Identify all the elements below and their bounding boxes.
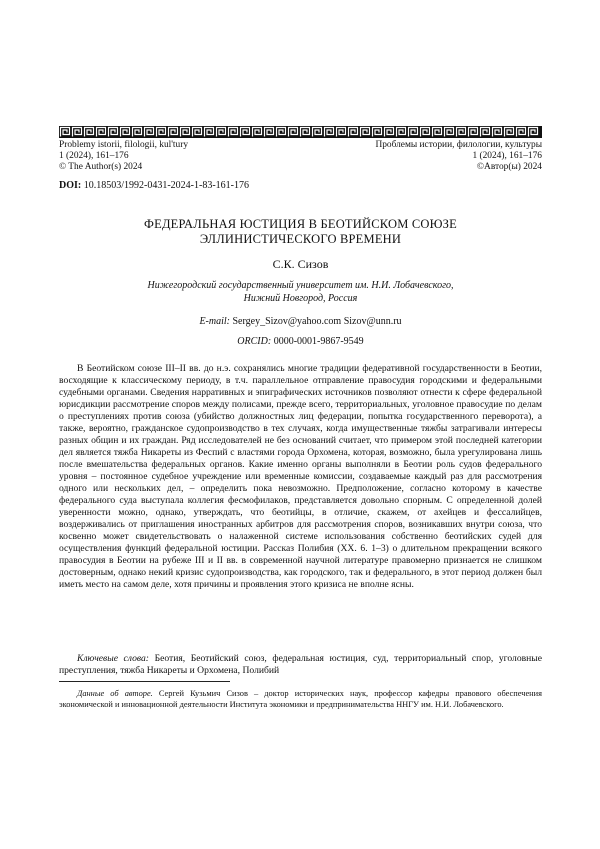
- author-orcid: [59, 336, 542, 347]
- author-affiliation: [59, 280, 542, 305]
- affiliation-line-1: Нижегородский государственный университет им. Н.И. Лобачевского,: [147, 280, 454, 291]
- orcid-id[interactable]: 0000-0001-9867-9549: [271, 336, 364, 347]
- author-name: С.К. Сизов: [272, 257, 329, 271]
- footnote-label: Данные об авторе.: [77, 689, 153, 698]
- title-line-2: ЭЛЛИНИСТИЧЕСКОГО ВРЕМЕНИ: [199, 232, 402, 246]
- greek-meander-ornament: [59, 126, 542, 138]
- email-addresses[interactable]: Sergey_Sizov@yahoo.com Sizov@unn.ru: [229, 316, 402, 327]
- copyright-latin: © The Author(s) 2024: [59, 162, 143, 172]
- doi-value[interactable]: 10.18503/1992-0431-2024-1-83-161-176: [81, 180, 249, 191]
- email-label: E-mail:: [199, 316, 230, 327]
- meander-border-graphic: [59, 126, 542, 138]
- article-title: [59, 217, 542, 247]
- keywords-list: Беотия, Беотийский союз, федеральная юстиция, суд, территориальный спор, уголовные преступления, тяжба Никареты и Орхомена, Полибий: [59, 653, 542, 676]
- doi-line: [59, 180, 249, 191]
- header-left: [59, 140, 188, 173]
- author-email: [59, 316, 542, 327]
- title-line-1: ФЕДЕРАЛЬНАЯ ЮСТИЦИЯ В БЕОТИЙСКОМ СОЮЗЕ: [144, 217, 457, 231]
- footnote-divider: [59, 681, 230, 682]
- affiliation-line-2: Нижний Новгород, Россия: [243, 292, 358, 304]
- journal-name-latin: Problemy istorii, filologii, kul'tury: [59, 140, 189, 150]
- copyright-cyrillic: ©Автор(ы) 2024: [476, 162, 542, 172]
- footnote-text: Сергей Кузьмич Сизов – доктор исторических наук, профессор кафедры правового обеспечения экономической и инновационной деятельности Института экономики и предпринимательства ННГУ им. Н.И. Лобачевского.: [59, 689, 543, 709]
- author-footnote: [59, 689, 542, 710]
- doi-label: DOI:: [59, 180, 82, 191]
- orcid-label: ORCID:: [237, 336, 272, 347]
- header-right: [375, 140, 542, 173]
- journal-name-cyrillic: Проблемы истории, филологии, культуры: [375, 140, 542, 150]
- keywords-paragraph: [59, 653, 542, 677]
- keywords-label: Ключевые слова:: [77, 653, 149, 664]
- issue-info-cyrillic: 1 (2024), 161–176: [472, 151, 542, 161]
- issue-info-latin: 1 (2024), 161–176: [59, 151, 129, 161]
- abstract-paragraph: В Беотийском союзе III–II вв. до н.э. сохранялись многие традиции федеративной государственности в Беотии, восходящие к классическому периоду, в т.ч. параллельное отправление правосудия городскими и федеральными судебными органами. Сведения нарративных и эпиграфических источников позволяют отнести к сфере федеральной юрисдикции рассмотрение споров между полисами, прежде всего, территориальных, уголовное правосудие по делам о преступлениях против союза (убийство должностных лиц федерации, попытка государственного переворота), а также, вероятно, гражданское судопроизводство в тех случаях, когда имущественные тяжбы затрагивали интересы разных общин и их граждан. Ряд исследователей не без оснований считает, что примером этой последней категории дел является тяжба Никареты из Феспий с властями города Орхомена, которая, возможно, была урегулирована лишь после вмешательства федеральных органов. Какие именно органы выполняли в Беотии роль судов федерального уровня – постоянное судебное учреждение или временные комиссии, создаваемые каждый раз для рассмотрения одного или нескольких дел, – определить пока невозможно. Предположение, согласно которому в качестве федерального суда выступала коллегия фесмофилаков, представляется довольно спорным. С определенной долей уверенности можно, однако, утверждать, что беотийцы, в отличие, скажем, от ахейцев и фессалийцев, воздерживались от приглашения иностранных арбитров для рассмотрения споров, возникавших внутри союза, что косвенно может свидетельствовать о налаженной системе использования собственно беотийских судей для осуществления функций федеральной юстиции. Рассказ Полибия (XX. 6. 1–3) о длительном прекращении всякого правосудия в Беотии на рубеже III и II вв. в современной научной литературе правомерно признается не слишком достоверным, однако некий кризис судопроизводства, как городского, так и федерального, в этот период должен был иметь место на самом деле, хотя причины и проявления этого кризиса не вполне ясны.: [59, 363, 542, 590]
